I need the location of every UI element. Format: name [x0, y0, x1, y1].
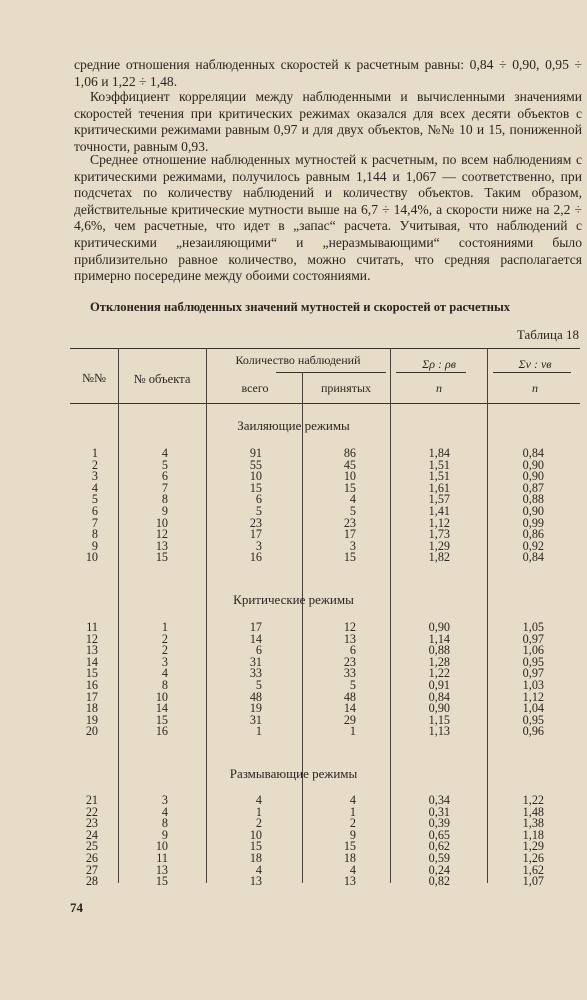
cell-observations-total: 1: [255, 804, 262, 819]
cell-object-number: 7: [161, 480, 168, 495]
cell-row-number: 2: [91, 457, 98, 472]
paragraph-3: Среднее отношение наблюденных мутностей к расчетным, по всем наблюдениям с критическими режимами, получилось равным 1,144 и 1,067 — соответственно, при подсчетах по количеству наблюдений и количеству объектов. Таким образом, действительные критические мутности выше на 6,7 ÷ 14,4%, а скорости ниже на 2,2 ÷ 4,6%, чем расчетные, что идет в „запас“ расчета. Учитывая, что наблюдений с критическими „незаиляющими“ и „неразмывающими“ состояниями было приблизительно равное количество, можно считать, что средняя располагается примерно посередине между обоими состояниями.: [74, 152, 582, 284]
cell-object-number: 6: [161, 469, 168, 484]
cell-ratio-turbidity: 1,13: [428, 724, 450, 739]
table-row: [70, 852, 580, 864]
table-row: [70, 794, 580, 806]
cell-observations-total: 5: [255, 504, 262, 518]
cell-observations-accepted: 17: [343, 527, 356, 542]
cell-ratio-velocity: 0,95: [522, 654, 544, 669]
cell-ratio-velocity: 1,05: [522, 620, 544, 634]
cell-row-number: 25: [85, 839, 98, 854]
cell-row-number: 27: [85, 862, 98, 877]
table-row: [70, 806, 580, 818]
cell-object-number: 4: [161, 446, 168, 460]
cell-object-number: 8: [161, 492, 168, 507]
cell-ratio-velocity: 1,12: [522, 689, 544, 704]
cell-observations-accepted: 12: [343, 620, 356, 634]
cell-ratio-velocity: 0,97: [522, 666, 544, 681]
cell-observations-total: 23: [249, 515, 262, 530]
cell-object-number: 9: [161, 827, 168, 842]
table-row: [70, 517, 580, 529]
cell-row-number: 12: [85, 631, 98, 646]
cell-observations-total: 6: [255, 492, 262, 507]
cell-object-number: 2: [161, 631, 168, 646]
table-header-rule: [70, 403, 580, 404]
table-row: [70, 621, 580, 633]
table-row: [70, 459, 580, 471]
cell-ratio-turbidity: 0,39: [428, 816, 450, 831]
cell-observations-total: 15: [249, 839, 262, 854]
cell-observations-accepted: 14: [343, 701, 356, 716]
table-row: [70, 551, 580, 563]
cell-ratio-velocity: 0,97: [522, 631, 544, 646]
cell-observations-accepted: 9: [349, 827, 356, 842]
cell-observations-total: 19: [249, 701, 262, 716]
cell-ratio-velocity: 0,84: [522, 446, 544, 460]
cell-ratio-turbidity: 1,82: [428, 550, 450, 565]
table-row: [70, 840, 580, 852]
header-ratio-v: Σv : vв: [518, 357, 552, 371]
cell-ratio-velocity: 0,96: [522, 724, 544, 739]
header-total: всего: [241, 381, 269, 395]
cell-row-number: 23: [85, 816, 98, 831]
count-subheader-rule: [276, 372, 386, 373]
cell-ratio-turbidity: 0,88: [428, 643, 450, 658]
cell-row-number: 10: [85, 550, 98, 565]
paragraph-2: Коэффициент корреляции между наблюденными и вычисленными значениями скоростей течения при критических режимах оказался для всех десяти объектов с критическими режимами равным 0,97 и для двух объектов, №№ 10 и 15, пониженной точности, равным 0,93.: [74, 89, 582, 154]
cell-observations-accepted: 5: [349, 504, 356, 518]
cell-ratio-velocity: 1,22: [522, 793, 544, 807]
cell-row-number: 1: [91, 446, 98, 460]
header-ratio-rho-n: n: [436, 381, 442, 395]
cell-observations-accepted: 13: [343, 874, 356, 889]
cell-ratio-velocity: 1,62: [522, 862, 544, 877]
header-object: № объекта: [133, 372, 191, 386]
cell-row-number: 3: [91, 469, 98, 484]
cell-observations-accepted: 15: [343, 839, 356, 854]
cell-observations-accepted: 18: [343, 851, 356, 865]
ratio-rho-fraction-line: [396, 372, 466, 373]
cell-ratio-turbidity: 1,51: [428, 469, 450, 484]
cell-row-number: 24: [85, 827, 98, 842]
cell-object-number: 13: [155, 862, 168, 877]
cell-row-number: 5: [91, 492, 98, 507]
cell-observations-accepted: 15: [343, 550, 356, 565]
cell-object-number: 1: [161, 620, 168, 634]
cell-ratio-turbidity: 0,62: [428, 839, 450, 854]
cell-ratio-turbidity: 0,31: [428, 804, 450, 819]
cell-observations-accepted: 4: [349, 793, 356, 807]
cell-ratio-velocity: 1,06: [522, 643, 544, 658]
cell-object-number: 10: [155, 839, 168, 854]
cell-observations-accepted: 10: [343, 469, 356, 484]
cell-row-number: 16: [85, 678, 98, 692]
cell-observations-accepted: 3: [349, 538, 356, 553]
table-row: [70, 633, 580, 645]
cell-ratio-turbidity: 1,12: [428, 515, 450, 530]
cell-ratio-turbidity: 1,22: [428, 666, 450, 681]
cell-ratio-velocity: 1,26: [522, 851, 544, 865]
table-row: [70, 864, 580, 876]
cell-observations-accepted: 4: [349, 492, 356, 507]
cell-ratio-velocity: 0,86: [522, 527, 544, 542]
cell-ratio-velocity: 0,95: [522, 712, 544, 727]
cell-observations-total: 31: [249, 712, 262, 727]
cell-row-number: 11: [86, 620, 98, 634]
table-caption: Отклонения наблюденных значений мутностей и скоростей от расчетных: [90, 300, 511, 314]
table-row: [70, 702, 580, 714]
table-row: [70, 875, 580, 887]
cell-ratio-velocity: 0,92: [522, 538, 544, 553]
cell-row-number: 7: [91, 515, 98, 530]
cell-object-number: 10: [155, 515, 168, 530]
cell-object-number: 2: [161, 643, 168, 658]
cell-object-number: 3: [161, 654, 168, 669]
cell-row-number: 22: [85, 804, 98, 819]
cell-object-number: 5: [161, 457, 168, 472]
cell-observations-total: 1: [255, 724, 262, 739]
cell-ratio-turbidity: 0,82: [428, 874, 450, 889]
cell-observations-total: 48: [249, 689, 262, 704]
table-row: [70, 725, 580, 737]
cell-observations-total: 17: [249, 527, 262, 542]
cell-observations-total: 4: [255, 862, 262, 877]
cell-ratio-velocity: 1,48: [522, 804, 544, 819]
cell-observations-total: 18: [249, 851, 262, 865]
table-row: [70, 505, 580, 517]
cell-observations-total: 16: [249, 550, 262, 565]
cell-observations-accepted: 48: [343, 689, 356, 704]
cell-ratio-velocity: 1,18: [522, 827, 544, 842]
cell-object-number: 3: [161, 793, 168, 807]
cell-object-number: 8: [161, 678, 168, 692]
cell-ratio-velocity: 0,90: [522, 457, 544, 472]
cell-ratio-turbidity: 1,57: [428, 492, 450, 507]
cell-object-number: 9: [161, 504, 168, 518]
cell-row-number: 21: [85, 793, 98, 807]
cell-ratio-velocity: 0,90: [522, 504, 544, 518]
cell-row-number: 20: [85, 724, 98, 739]
cell-observations-total: 10: [249, 827, 262, 842]
cell-ratio-velocity: 1,03: [522, 678, 544, 692]
cell-observations-accepted: 33: [343, 666, 356, 681]
cell-observations-total: 6: [255, 643, 262, 658]
table-row: [70, 679, 580, 691]
cell-observations-total: 15: [249, 480, 262, 495]
cell-ratio-turbidity: 0,90: [428, 701, 450, 716]
cell-object-number: 13: [155, 538, 168, 553]
cell-row-number: 26: [85, 851, 98, 865]
cell-observations-total: 5: [255, 678, 262, 692]
cell-ratio-velocity: 0,87: [522, 480, 544, 495]
cell-observations-accepted: 45: [343, 457, 356, 472]
cell-observations-total: 17: [249, 620, 262, 634]
cell-ratio-turbidity: 1,28: [428, 654, 450, 669]
cell-observations-total: 13: [249, 874, 262, 889]
cell-observations-accepted: 23: [343, 515, 356, 530]
cell-row-number: 17: [85, 689, 98, 704]
cell-observations-total: 91: [249, 446, 262, 460]
header-num: №№: [81, 371, 107, 385]
cell-ratio-turbidity: 0,24: [428, 862, 450, 877]
cell-row-number: 4: [91, 480, 98, 495]
cell-object-number: 12: [155, 527, 168, 542]
cell-row-number: 8: [91, 527, 98, 542]
cell-ratio-velocity: 1,29: [522, 839, 544, 854]
cell-object-number: 11: [156, 851, 168, 865]
table-number: Таблица 18: [516, 327, 579, 342]
cell-object-number: 15: [155, 550, 168, 565]
table-row: [70, 493, 580, 505]
cell-ratio-turbidity: 1,41: [428, 504, 450, 518]
cell-row-number: 18: [85, 701, 98, 716]
cell-ratio-turbidity: 1,73: [428, 527, 450, 542]
cell-observations-total: 31: [249, 654, 262, 669]
cell-row-number: 14: [85, 654, 98, 669]
cell-row-number: 28: [85, 874, 98, 889]
header-ratio-rho: Σρ : ρв: [422, 357, 456, 371]
cell-ratio-turbidity: 0,34: [428, 793, 450, 807]
cell-ratio-velocity: 0,99: [522, 515, 544, 530]
cell-ratio-velocity: 0,88: [522, 492, 544, 507]
cell-ratio-turbidity: 0,84: [428, 689, 450, 704]
cell-object-number: 10: [155, 689, 168, 704]
cell-observations-accepted: 23: [343, 654, 356, 669]
cell-observations-total: 2: [255, 816, 262, 831]
table-row: [70, 528, 580, 540]
cell-ratio-turbidity: 1,29: [428, 538, 450, 553]
table-row: [70, 482, 580, 494]
table-row: [70, 470, 580, 482]
cell-ratio-turbidity: 1,61: [428, 480, 450, 495]
cell-observations-accepted: 1: [349, 804, 356, 819]
table-row: [70, 691, 580, 703]
cell-ratio-turbidity: 0,91: [428, 678, 450, 692]
cell-observations-accepted: 4: [349, 862, 356, 877]
cell-ratio-velocity: 1,07: [522, 874, 544, 889]
cell-object-number: 14: [155, 701, 168, 716]
section-title-critical: Критические режимы: [233, 592, 354, 607]
cell-ratio-velocity: 1,38: [522, 816, 544, 831]
cell-ratio-turbidity: 1,84: [428, 446, 450, 460]
paragraph-1: средние отношения наблюденных скоростей к расчетным равны: 0,84 ÷ 0,90, 0,95 ÷ 1,06 и 1,22 ÷ 1,48.: [74, 57, 582, 89]
cell-observations-accepted: 5: [349, 678, 356, 692]
cell-observations-total: 4: [255, 793, 262, 807]
table-row: [70, 714, 580, 726]
header-count: Количество наблюдений: [235, 353, 361, 367]
cell-object-number: 16: [155, 724, 168, 739]
cell-observations-accepted: 13: [343, 631, 356, 646]
cell-ratio-turbidity: 1,14: [428, 631, 450, 646]
ratio-v-fraction-line: [493, 372, 571, 373]
cell-observations-accepted: 86: [343, 446, 356, 460]
cell-ratio-turbidity: 0,90: [428, 620, 450, 634]
table-row: [70, 447, 580, 459]
cell-observations-accepted: 15: [343, 480, 356, 495]
cell-row-number: 13: [85, 643, 98, 658]
section-title-silting: Заиляющие режимы: [237, 418, 350, 433]
cell-ratio-turbidity: 0,59: [428, 851, 450, 865]
cell-observations-accepted: 2: [349, 816, 356, 831]
cell-ratio-turbidity: 1,51: [428, 457, 450, 472]
cell-observations-total: 55: [249, 457, 262, 472]
cell-row-number: 19: [85, 712, 98, 727]
cell-row-number: 15: [85, 666, 98, 681]
cell-observations-accepted: 1: [349, 724, 356, 739]
cell-object-number: 4: [161, 804, 168, 819]
table-row: [70, 667, 580, 679]
cell-ratio-turbidity: 0,65: [428, 827, 450, 842]
cell-observations-total: 33: [249, 666, 262, 681]
page-number: 74: [70, 900, 83, 915]
table-row: [70, 540, 580, 552]
table-row: [70, 656, 580, 668]
table-row: [70, 817, 580, 829]
cell-row-number: 9: [91, 538, 98, 553]
cell-object-number: 4: [161, 666, 168, 681]
cell-observations-total: 3: [255, 538, 262, 553]
cell-row-number: 6: [91, 504, 98, 518]
header-ratio-v-n: n: [532, 381, 538, 395]
cell-observations-total: 14: [249, 631, 262, 646]
cell-ratio-turbidity: 1,15: [428, 712, 450, 727]
cell-object-number: 15: [155, 712, 168, 727]
cell-ratio-velocity: 0,84: [522, 550, 544, 565]
cell-object-number: 8: [161, 816, 168, 831]
cell-observations-total: 10: [249, 469, 262, 484]
cell-object-number: 15: [155, 874, 168, 889]
cell-ratio-velocity: 0,90: [522, 469, 544, 484]
cell-observations-accepted: 6: [349, 643, 356, 658]
cell-observations-accepted: 29: [343, 712, 356, 727]
table-row: [70, 644, 580, 656]
table-row: [70, 829, 580, 841]
table-top-rule: [70, 348, 580, 349]
section-title-scouring: Размывающие режимы: [229, 766, 358, 781]
header-accepted: принятых: [320, 381, 372, 395]
cell-ratio-velocity: 1,04: [522, 701, 544, 716]
